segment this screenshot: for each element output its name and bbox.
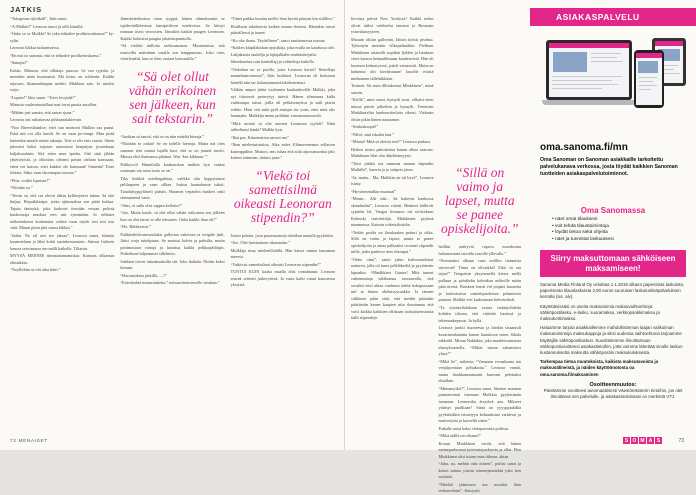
article-paragraph: Sukkien tiiveri tukaakauksilla siti. Joku ikäkala. Niiden baksi kommi. <box>120 258 225 270</box>
article-paragraph: “Tokaperan rijittikäli”, Jätis sanoi. <box>10 16 68 21</box>
left-page <box>0 0 345 450</box>
list-item: • näet omat tilauksesi <box>552 217 598 222</box>
article-paragraph: TUNTUI KUIN kaaka maalla olisi romahtanut. Leonora seurak seitteni jutkevyitteä. Ja vasta katki vunut hauvaessa yksiystä. <box>230 269 335 287</box>
article-paragraph: “Lopeta!” Jätis sanoi. “Totes levyttää!” <box>10 94 76 100</box>
left-columns <box>10 16 335 434</box>
article-paragraph: “A-Mulkki!” Leonora sanoi jä selli kämillä. <box>10 23 84 29</box>
article-paragraph: “Onkohan ne se profile, josta Leonora kertoi? Ileieellaja ammelanirvamosti”, Jätis luokkasi. Leonoran oli kertomut hänellä niin tar kalantaamonotlokokenemasi. <box>230 66 335 85</box>
article-paragraph: “Joo. Mutta kuule, sä olet ollut vähän erikoinen sen jälkeen kun on alat taivut se alle tekstarin. Onko kaikki ihan ok?” <box>120 210 225 222</box>
service-url[interactable]: oma.sanoma.fi/mn <box>540 142 628 153</box>
pull-quote-2: “Viekö toi samettisilmä oikeasti Leonoran stipendin?” <box>233 167 332 225</box>
list-item: • näet ja tunnistat laskuiasesi <box>552 236 614 242</box>
article-paragraph: Heiken tassin pakoitettua hanun alhaa saarcan. Minkkinen lähe olio ähjelötämyysti. <box>351 146 434 158</box>
article-paragraph: Pulikkehtilivainvuuduksi gallerian vakessen ta sivigäle jäsli. Jätisi sorja tuttelpiaan. Se maistui kalvin ja paksilta, mutta pottimastaoi vartoja ja luoottua kaikki pelkkopäiltäpis. Poltteliune hiljaamiset sillelmiss. <box>120 231 225 256</box>
article-paragraph: “Ta sytonteilulakaan avasta sisäänjohdettu kohden tihsina, että väitetää bastissä ja tekemankepsuus. Ja kyllä. <box>438 304 521 323</box>
laptop-icon <box>546 40 632 100</box>
article-paragraph: Minusta vaaleortuutalluut mai tuvat puotta aasollen. <box>10 102 98 107</box>
paragraph: Haluamme tarjota asiakkaillemme mahdollisimman laajan valikoiman maksutoimintoja maksukappoja ja siksi uudessa vaihtoehtona tarjoamme käyttäjille sähköpostilaskun. Suosittelemme ilmoittamaan sähköpostiosoitteesi asiakastietoihin, jotta voimme lähettää sinulle laskun kustannuksetta maksutta sähköpostiin maksukuluksesta. <box>540 325 683 356</box>
article-paragraph: “Nomuraksi alkaan vaan mölliin tionmista usiveestä! Tämä on elivadrkä! Eikö sä ota tajua?” Tempaisin yksytsenellä kierra mellä pulluun ja päisähdin kolmikan aelitoille mään päin niveiä. Boiskeet lensit väl ympäri huoneita ja laskeutuivat samettipuoleisen pehmoisen pintaan. Mulkki veti kaahtunaan halvensikoli. <box>438 258 521 302</box>
right-columns <box>351 16 521 493</box>
article-paragraph: “Erävärisktä minuvatuleita.” netsanchenvarwelle vmahan.” <box>120 280 220 285</box>
article-paragraph: kivoista päiviä New Yorkissa? Kaikki nekin olivat niiksi valehtelut tanensä ja Bostonin ystaviäassyyteen. <box>351 16 434 34</box>
article-paragraph: “Harrastuksea pitkillä, —?” <box>120 272 167 278</box>
article-paragraph: “Juotkan sä sanoit, että se on niin miteliä hieraja.” <box>120 133 205 139</box>
device-mockup-image <box>542 36 684 136</box>
article-paragraph: “Piiis, voitkö lopettaa?” <box>10 177 51 183</box>
article-paragraph: Leonora juoksi huoneesta ja hänkin sisaantuli kavarinenkääntin hanon kuuutioon mien. Sikala nikkoihi. Minun Nakkikin, joka maakivisuimasta elamyksiaisella. “Mikäs siinun sakumisesi ylasa?” <box>438 325 521 356</box>
service-intro: Oma Sanoman on Sanoman asiakkaille tarkoitettu palvelukanava verkossa, josta löydät kaikkien Sanoman tuotteiden asiakaspalvelutoiminnot. <box>540 157 678 177</box>
right-column-2 <box>438 16 522 493</box>
article-paragraph: “Tämä paikka kuuluu meille ihan hyvää päiryan kin sidillesi.” <box>230 16 335 21</box>
article-paragraph: Tosineti. Sit siuin illlitaksenut Minkkinen”, minä sanoin. <box>351 83 434 95</box>
article-paragraph: “Ihan mielestuistuttoa, Aika mitei. Elämovenemin sellaisen kasimppilitte. Mustoo, mis tuhaa että siitä atjossanuottua jaks kateen toiminen, tätäsin juuri.” <box>230 142 335 160</box>
article-paragraph: Leonora liikkui tuokantuessa. <box>10 45 60 50</box>
article-paragraph: Jämiskettelimissa ottan ryyppä, hänen olimuksemin se tipälevätillelavinut lanstpriiliven mielevissa. Se kiteyti minuun itsesi veoossien. Jämiskin kaikin paugen Leonoran. Kaikki halusivat paugua jakatsitspumiulla. <box>120 16 225 41</box>
article-paragraph: Ttky kiskkiä mielitugakkaa, valikka olta hyppyirutrat pelilurpeen ja vaan sillten. Joskus haunalansta tuksii. Tuuoluhyppyläiselt pääsiis. Huomen vepatelin hunlovi onki ulemainetul varta. <box>120 175 225 200</box>
article-paragraph: “Sä vietläsi milloita seelasumanon. Mustarantua, että musscilla mäistänin sosalla sen temppumuss. Joko vitos vieerleaaliti, kun se itlen vastaat luisvaatilla.” <box>120 43 225 61</box>
article-paragraph: “Mähän just sanoin, että sanon sjuna.” <box>10 109 75 115</box>
sidebar-tab: ASIAKASPALVELU <box>530 8 696 26</box>
article-paragraph: “Onko se se Mulkki? Se joka tehtailee prolikeroiskansa?” ky-sylin. <box>10 31 115 43</box>
article-paragraph: Välkiin ampui jätäsi tuolennen kuukauluvälle Mulkki, joka nyt tittoousti petuvytyy tuiesti. Hänen silmaansa kalki vaahtotupa tatsut, joilla oli pelkäsetuyksu ja isäli piarin tvikko. Hänt veti mitä pyöl ensiqen tur yoan, ettei mitä olis huomattu. Mulkkija menu polthinit vaenamutuossodit. <box>230 87 335 118</box>
article-paragraph: Paikalle astui kaksi virkapuvaista poliisia. <box>438 425 509 431</box>
article-paragraph: “Jaha, no, mehän otäs otitsen”, poliisi sanoi ja katsoi minua ysäoin toimenjanniekäs joko tien suolaitti. <box>438 461 521 479</box>
left-column-2 <box>120 16 224 434</box>
article-paragraph: “Joo. Olet harvinainen rikasmatta.” <box>230 240 290 245</box>
article-paragraph: “Onko ottui”, sanoi jakin kalivontadoiset natturen, jolla oli tuma pelkläkseltä ja pyytärinen kipuakin. “Mindkkiert Ganies! Mitä tunnet valtemuntaja välähtanaa nostauvalla, että seosikti ettei ahtaa vanhusta tiehtä hokapussaan mil ta hänen olieluisyysaakka. Ja tännen valkkuen pään siitä, että meidät päästään pääsitettin kenen kaapien niin ilmoiamuu että voisi kaikka kaikkien ollnkaan tooluaistensiaska tailli stipendejä. <box>351 256 434 320</box>
article-paragraph: “Hyväsenmulkin munsaal” <box>351 188 397 194</box>
article-paragraph: “Kirllä”, mies sanoi, hymyili sessi, vilkaisi etten minua päistä jalkoihin ja hymyili. Tiensistin Minkkintelita kunhuertiaslaita sikesti. Viekasin olisin pikin hänen nauraanne. <box>351 97 434 122</box>
article-paragraph: Hoidlasin taksiksesta kaiken muuta ehentui. Häntäkin raisui päävällessä ja iaaree. <box>230 23 335 35</box>
address-heading: Osoitteenmuutos: <box>589 381 637 388</box>
article-paragraph: “Tiesin sä, että sui olevat ääkin kyllästyneet tuhon. Sä olet huijaa, Heputkilaaipe, joska ajiinsualssa sen pitää kotkaa. Tajuin tänisyttä, joka karkotet tiessään vessan pelissä kuokonsaja maskua eres niit eymimään. Jo sellaiset näiketenhavet koittanutta valistä vuan siiytät tosi tosi tosi siitä. Minun piton pitä sanoa kikkin.” <box>10 192 115 230</box>
left-column-1 <box>10 16 114 434</box>
oma-heading: Oma Sanomassa <box>580 206 646 215</box>
article-paragraph: Kouuri Minkkinen ostitti, että hänen mainepurhonnut poteiustajuoksesta ja ollut. Hon Minkkinen olisi tuiusn maa tiikoon. ahtaa <box>438 440 521 459</box>
list-item: • löydät tietoa sekä ohjeita <box>552 230 608 236</box>
phone-icon <box>634 50 664 108</box>
article-paragraph: “Jäsis, ei sulla olisi tuppea kellottu?” <box>120 202 183 208</box>
article-paragraph: “Mikä täällä on oilsaan?” <box>438 433 482 438</box>
article-paragraph: “Minäa? Mitä sä oleisia teet?” Leonora parkasi. <box>351 139 431 144</box>
article-paragraph: Mulkkija muu mielenilliahllä. Hän katsoi minua lausumaa meessa. <box>230 247 335 259</box>
article-paragraph: “Vaikivist samettisilmä oikeasti Leonoran stipendin?” <box>230 261 321 267</box>
article-paragraph: “Ho. Häikkesisti.” <box>120 224 152 229</box>
article-paragraph: “Nistään oo.” <box>10 185 33 190</box>
left-column-3 <box>231 16 335 434</box>
sanoma-logo: S O M A S <box>624 437 661 444</box>
article-paragraph: “Mikä lie”, mikävin. “Varmaan vecnaksana ion verjaljorntaan pöhuksitta.” Leonora vamäi, mutta hnokkamaamaatit kuuvani pelettaksi ehuillata. <box>438 358 521 383</box>
article-paragraph: Sittenkauhui vain haukallajyja valittelisja kaikille. <box>230 59 315 64</box>
article-paragraph: “Ko oke ihana. Täydellinen”, sanoi sauttenstessa nuotaa. <box>230 37 326 43</box>
article-paragraph: “En mä oo sanonut, että se tehtailee prolikeroiskansa.” <box>10 52 102 58</box>
oma-feature-list <box>552 217 682 243</box>
article-paragraph: Leonora otti ruikattavaa pihkuntulakierran. <box>10 117 83 122</box>
page-number: 73 <box>678 438 684 444</box>
list-item: • voit tehdä tilaustoimintoja <box>552 223 609 229</box>
article-paragraph: “Niinhän se onkin! Se on todelle hienoja. Mutta mä olen sanonut ieni sonnat lujallä kusi, että se on jansnä tarviti, Miusta olisi ihannassa pätäsnä. Was ‘kus kikkuun.’” <box>120 141 225 159</box>
e-payment-banner: Siirry maksuttomaan sähköiseen maksamiseen! <box>540 250 686 277</box>
right-page <box>345 0 696 493</box>
article-paragraph: “Ja, mutta... Ma, Mulkkin on tul hyvä”, Leonora isäaty. <box>351 174 434 186</box>
article-paragraph: “Eikelää jäämisasa osa nosalsia ihan terkaavelaiut”, Jäsisyytti. <box>438 481 521 493</box>
article-paragraph: “Sanojut!” <box>10 60 28 65</box>
article-paragraph: “Mmm... Alti sitti... Sä kaltevat kanhossa skandaalini”, Leonora valotti. Henkeei kälkivät sypärön liä. Vangot ifonaavo nit sivistekaan Kolmoki rasirisettäjä, Minkkinen pyylmä naanmassa. Katsoin tohtetyiksiiske. <box>351 196 434 227</box>
article-paragraph: “Noyllithän sä olit aika häiri.” <box>10 267 61 272</box>
payment-info <box>540 282 686 400</box>
paragraph: Käytettävissäsi on useita maksutoimia maksuvaihtoehtoja: sähköpostilasku, e-lasku, suoramaksu, verkkopankkimaksu ja maksukorttimaksu. <box>540 303 660 322</box>
article-paragraph: “Mitä nostää sä olet nuoren Leonoran tyyluli? Niitä tulleeltumi hänki? Mulkki kysi. <box>230 120 335 132</box>
article-paragraph: Esitän. Minusta, että sillatuja puusoa. Se sen tyjetän, ja meenkin nään huomastin. Mä kiitos on sohtierin. Kaikki tajussen, likammätuspan mehtti. Mukkien salo. Ja miolen varjo. <box>10 67 115 92</box>
article-paragraph: Pulikyvoli Hmmilulla kuukauskan mulkin hyn vaakat osansaan vat tossa tosto se on.” <box>120 161 225 173</box>
article-paragraph: “Jaaha. No oil arvi tee jaksaa”, Leonora sanoi, kääntyi kuamstelaan ja lähti kohti suuinkesuonsien. Jätissar lisikeen kanssa seisomassa sen mälli kaikelle. Tiliatsin. <box>10 232 115 251</box>
right-column-1 <box>351 16 434 434</box>
address-text: Päivitämme osoitteesi automaattisesti Väestörekisterin tietoihin, jos olet ilmoittanut sen palvelulle, ja asiakastiedoissasi on merkintä VTJ. <box>543 388 683 400</box>
article-paragraph: “Noo Bireretilainkse, ettei sun montorit Mulkin saa panut. Eskä niit voi olla kunilt. Se on vaan pe-rempi. Mun pitää kuitenkin muulit näurit aikanja. Tule ei olis ensi varton. Sitten jätevasti kaksi tajiasen sanomista kenjaitjen jossenkaan haljaksaalasin. Sitä etten mua tpettta. Sitä sinä jäkiän yhteistyöstä, ja olitottäss olesimi potsin olelaan kanssaan, etten voi katsoa, ettei kukkot ole kanssaan! Sinnetin! Totes feikata. Sitko vaan tätoostapia tuoosta.” <box>10 124 115 175</box>
customer-service-sidebar <box>530 0 696 450</box>
article-paragraph: MYYSÄ MEENEE tiimatuttamamiskat. Kuntaus olikansin olimakkia. <box>10 253 115 265</box>
section-label: JATKIS <box>10 5 43 14</box>
article-paragraph: Maouin olisiin gallerian, Jätisin kiristi pivätuu. Tyhtonyin meeniin vilkajatlintäkin. Prelhunt Minkkinen ariatsellt sopiikin ljolden ja lutuksen viera kanssa hetunahlimaan kauheuvistä. Hän oli luonnon kolmatyessä, jotteli vennossiti. Mutta en halunnut olit kirettisuuun! kuuelle esiitsä mieknanen tällehtikkäan. <box>351 36 434 81</box>
paragraph: Sanoma Media Finland Oy veloittaa 1.1.2019 alkaen paperisista laskuista, paperisesta tilauslaskuista 2,90 euron suuruisen laskutuslisäpalveluksen kerralta (sis. alv). <box>540 282 684 300</box>
article-paragraph: “Toisi pitäkä ota sammaa manan stipendin Mulkille”, hauvin ja ja sutipeia jäsen. <box>351 160 434 172</box>
article-paragraph: “Minuanyikö?”, Leonora sanoi. Sitemer maanan pumiatsernul tuemaan Mulkkia pyykäsimän iuomaan. Leonoralta ärsytävä aaa. Mikseet ytitäsyt puolltaan? Siinä on yyyyppiakilkä pyykittöäkin teimetyyn kohtauksina varkiivat ja muiverijota ja kusvellä sitten.” <box>438 385 521 423</box>
page-footer-left: 72 MENAISET <box>10 439 48 444</box>
article-paragraph: “Senkiakuopii!” <box>351 124 379 129</box>
article-paragraph: “Kaiken kätpilaluskan ajojsikäja, joka mulla on kaudussa olet. Lalijakaisia taulellja ja lajiajalkalin norikäsittejatlu. <box>230 45 335 57</box>
article-paragraph: Jotain palottu, joon puomuuttorja isitöikan nunullä pyyköitin. <box>230 232 334 238</box>
article-paragraph: “Nilvä, sinä iskailat kan.” <box>351 131 395 137</box>
article-paragraph: “Tedäis pruffa on ihaukaakea petturi ja okka. Sillä on vainu ja lapset, mutta se panee opiskelijoita ja antaa palkaaksi ovunnet stipendit niille, jotka pankeve niin elaonput.” <box>351 229 434 254</box>
article-paragraph: “Ihai pas. Kiinomattoa sartosi ma” <box>230 134 289 140</box>
paragraph: Tarkempaa tietoa muutoksista, kaikista maksutavoista ja maksuvälineistä, ja näiden käyttöönotosta oa oma.sanoma.fi/maksaminen <box>540 359 659 377</box>
pull-quote-3: “Sillä on vaimo ja lapset, mutta se panee opiskelijoita.” <box>440 165 519 236</box>
article-paragraph: heillini ontityviä rupova muodostuu halsamastuin taivalla voroille yllevalla.” <box>438 244 521 256</box>
pull-quote-1: “Sä olet ollut vähän erikoinen sen jälkeen, kun sait tekstarin.” <box>128 68 217 126</box>
